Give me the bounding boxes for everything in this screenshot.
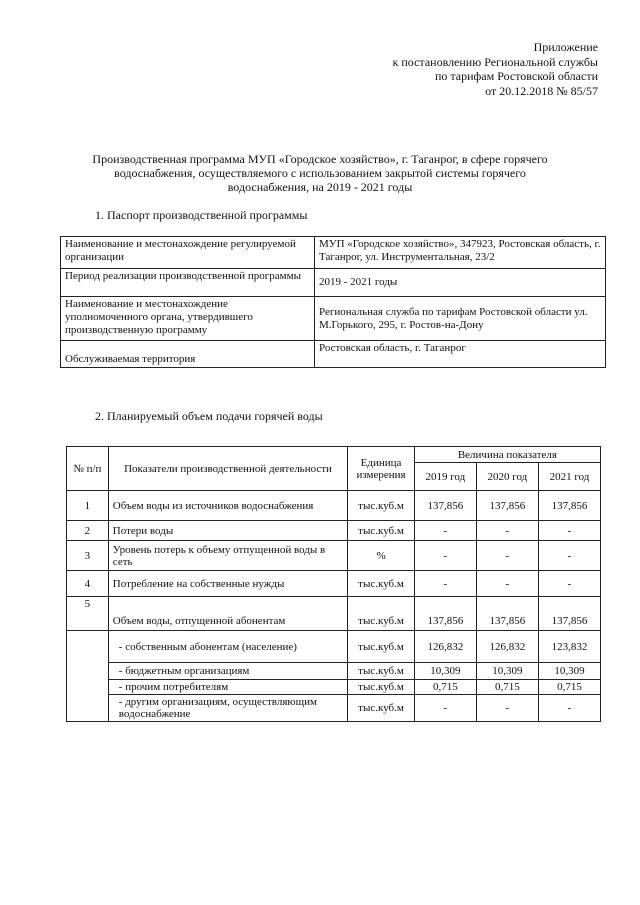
row-value-2019: 10,309 xyxy=(414,663,476,680)
row-unit: тыс.куб.м xyxy=(348,631,415,663)
row-value-2020: 10,309 xyxy=(476,663,538,680)
row-unit: тыс.куб.м xyxy=(348,491,415,521)
table-row xyxy=(67,491,601,521)
row-indicator: Объем воды из источников водоснабжения xyxy=(108,491,347,521)
table-row xyxy=(67,571,601,597)
passport-row xyxy=(61,341,606,368)
row-value-2019: 126,832 xyxy=(414,631,476,663)
row-value-2021: 137,856 xyxy=(538,491,600,521)
column-header-year: 2021 год xyxy=(538,463,600,491)
row-value-2021: 10,309 xyxy=(538,663,600,680)
table-row xyxy=(67,680,601,695)
passport-table xyxy=(60,236,606,368)
column-header-value-group: Величина показателя xyxy=(414,447,600,463)
table-row xyxy=(67,695,601,722)
row-number: 4 xyxy=(67,571,109,597)
document-title xyxy=(60,152,580,194)
appendix-authority: по тарифам Ростовской области xyxy=(434,69,598,83)
table-row xyxy=(67,663,601,680)
title-line-3: водоснабжения, на 2019 - 2021 годы xyxy=(227,180,413,194)
row-value-2021: - xyxy=(538,571,600,597)
row-number: 1 xyxy=(67,491,109,521)
title-line-1: Производственная программа МУП «Городское хозяйство», г. Таганрог, в сфере горячего xyxy=(92,152,548,166)
row-value-2021: - xyxy=(538,521,600,541)
table-row xyxy=(67,597,601,631)
row-indicator: Уровень потерь к объему отпущенной воды в сеть xyxy=(108,541,347,571)
appendix-label: Приложение xyxy=(533,40,598,54)
title-line-2: водоснабжения, осуществляемого с использованием закрытой системы горячего xyxy=(114,166,526,180)
row-value-2020: 126,832 xyxy=(476,631,538,663)
row-unit: % xyxy=(348,541,415,571)
row-value-2019: - xyxy=(414,571,476,597)
passport-row xyxy=(61,237,606,269)
table-row xyxy=(67,541,601,571)
passport-label: Обслуживаемая территория xyxy=(61,341,315,368)
column-header-unit: Единица измерения xyxy=(348,447,415,491)
row-value-2020: - xyxy=(476,571,538,597)
passport-label: Период реализации производственной программы xyxy=(61,269,315,297)
row-indicator: - бюджетным организациям xyxy=(108,663,347,680)
row-value-2019: - xyxy=(414,695,476,722)
row-value-2021: 137,856 xyxy=(538,597,600,631)
passport-row xyxy=(61,297,606,341)
row-value-2019: 137,856 xyxy=(414,491,476,521)
row-value-2021: 123,832 xyxy=(538,631,600,663)
column-header-number: № п/п xyxy=(67,447,109,491)
passport-value: 2019 - 2021 годы xyxy=(315,269,606,297)
column-header-year: 2020 год xyxy=(476,463,538,491)
row-value-2019: - xyxy=(414,541,476,571)
row-unit: тыс.куб.м xyxy=(348,597,415,631)
row-number: 2 xyxy=(67,521,109,541)
row-value-2020: - xyxy=(476,695,538,722)
row-number: 3 xyxy=(67,541,109,571)
row-value-2020: - xyxy=(476,521,538,541)
row-value-2020: 0,715 xyxy=(476,680,538,695)
row-value-2021: 0,715 xyxy=(538,680,600,695)
table-row xyxy=(67,631,601,663)
row-unit: тыс.куб.м xyxy=(348,663,415,680)
hot-water-volume-table xyxy=(66,446,601,722)
row-value-2021: - xyxy=(538,695,600,722)
section-2-heading: 2. Планируемый объем подачи горячей воды xyxy=(95,409,323,423)
row-value-2019: 0,715 xyxy=(414,680,476,695)
row-unit: тыс.куб.м xyxy=(348,695,415,722)
column-header-year: 2019 год xyxy=(414,463,476,491)
passport-label: Наименование и местонахождение регулируемой организации xyxy=(61,237,315,269)
appendix-header xyxy=(393,40,598,98)
row-value-2019: 137,856 xyxy=(414,597,476,631)
row-number xyxy=(67,631,109,722)
row-value-2019: - xyxy=(414,521,476,541)
passport-value: МУП «Городское хозяйство», 347923, Ростовская область, г. Таганрог, ул. Инструментальная, 23/2 xyxy=(315,237,606,269)
table-row xyxy=(67,521,601,541)
appendix-date-number: от 20.12.2018 № 85/57 xyxy=(485,83,598,98)
row-value-2020: 137,856 xyxy=(476,597,538,631)
passport-value: Региональная служба по тарифам Ростовской области ул. М.Горького, 295, г. Ростов-на-Дону xyxy=(315,297,606,341)
row-indicator: Потери воды xyxy=(108,521,347,541)
row-indicator: - прочим потребителям xyxy=(108,680,347,695)
passport-row xyxy=(61,269,606,297)
section-1-heading: 1. Паспорт производственной программы xyxy=(95,208,308,222)
row-indicator: - собственным абонентам (население) xyxy=(108,631,347,663)
row-indicator: Потребление на собственные нужды xyxy=(108,571,347,597)
row-value-2020: - xyxy=(476,541,538,571)
row-number: 5 xyxy=(67,597,109,631)
row-unit: тыс.куб.м xyxy=(348,680,415,695)
row-unit: тыс.куб.м xyxy=(348,521,415,541)
row-value-2020: 137,856 xyxy=(476,491,538,521)
row-indicator: Объем воды, отпущенной абонентам xyxy=(108,597,347,631)
column-header-indicator: Показатели производственной деятельности xyxy=(108,447,347,491)
passport-label: Наименование и местонахождение уполномоченного органа, утвердившего производственную программу xyxy=(61,297,315,341)
row-indicator: - другим организациям, осуществляющим водоснабжение xyxy=(108,695,347,722)
appendix-resolution: к постановлению Региональной службы xyxy=(392,54,598,69)
passport-value: Ростовская область, г. Таганрог xyxy=(315,341,606,368)
row-unit: тыс.куб.м xyxy=(348,571,415,597)
table-header-row xyxy=(67,447,601,463)
row-value-2021: - xyxy=(538,541,600,571)
